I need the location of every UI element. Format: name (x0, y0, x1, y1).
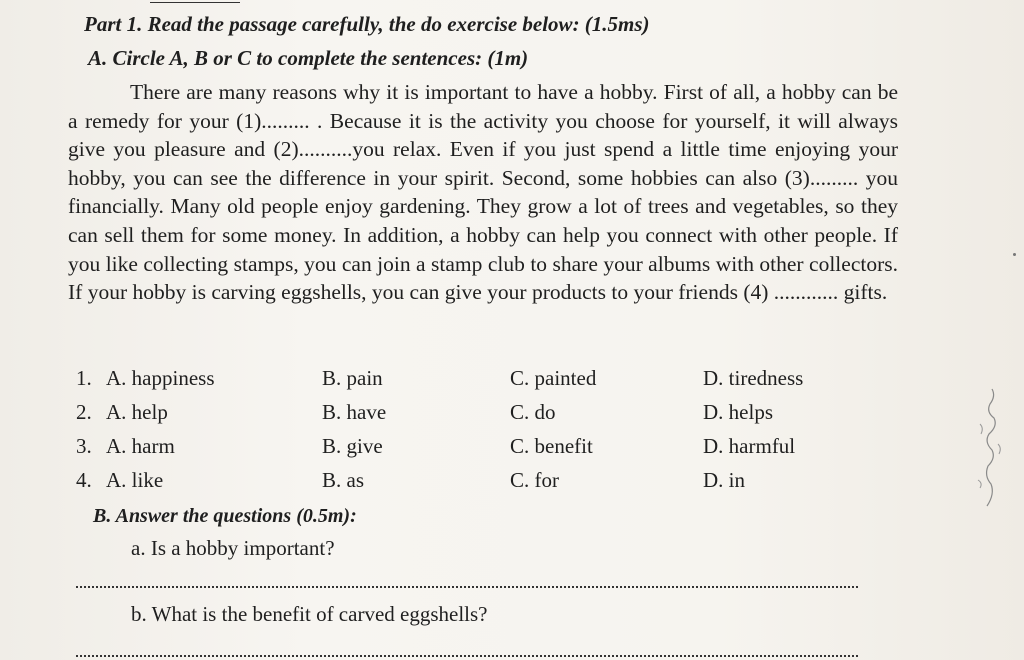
reading-passage: There are many reasons why it is important to have a hobby. First of all, a hobby can be a remedy for your (1)......... . Because it is the activity you choose for yourself, it will always give you pleasure and (2)..........you relax. Even if you just spend a little time enjoying your hobby, you can see the difference in your spirit. Second, some hobbies can also (3)......... you financially. Many old people enjoy gardening. They grow a lot of trees and vegetables, so they can sell them for some money. In addition, a hobby can help you connect with other people. If you like collecting stamps, you can join a stamp club to share your albums with other collectors. If your hobby is carving eggshells, you can give your products to your friends (4) ............ gifts. (68, 80, 898, 305)
handwritten-margin-mark (972, 384, 1008, 514)
option-row (76, 468, 856, 502)
question-number: 4. (76, 468, 92, 492)
option-d: D. in (703, 468, 745, 492)
question-number: 2. (76, 400, 92, 424)
option-b: B. pain (322, 366, 383, 390)
section-a-title: A. Circle A, B or C to complete the sentences: (1m) (88, 46, 529, 70)
option-d: D. helps (703, 400, 773, 424)
option-a: A. help (106, 400, 168, 424)
option-a: A. like (106, 468, 164, 492)
option-b: B. as (322, 468, 364, 492)
option-c: C. painted (510, 366, 597, 390)
option-d: D. tiredness (703, 366, 804, 390)
answer-line-a[interactable] (76, 586, 858, 588)
top-underline (150, 2, 240, 3)
option-b: B. have (322, 400, 387, 424)
question-b: b. What is the benefit of carved eggshells? (131, 602, 488, 626)
option-d: D. harmful (703, 434, 796, 458)
option-c: C. for (510, 468, 559, 492)
option-c: C. do (510, 400, 556, 424)
option-row (76, 366, 856, 400)
question-number: 1. (76, 366, 92, 390)
part-title: Part 1. Read the passage carefully, the do exercise below: (1.5ms) (84, 12, 650, 36)
answer-line-b[interactable] (76, 655, 858, 657)
multiple-choice-options (76, 366, 856, 502)
section-b-title: B. Answer the questions (0.5m): (93, 505, 357, 527)
question-a: a. Is a hobby important? (131, 536, 335, 560)
option-c: C. benefit (510, 434, 593, 458)
option-row (76, 434, 856, 468)
margin-dot (1013, 253, 1016, 256)
option-row (76, 400, 856, 434)
option-b: B. give (322, 434, 383, 458)
question-number: 3. (76, 434, 92, 458)
option-a: A. harm (106, 434, 175, 458)
option-a: A. happiness (106, 366, 215, 390)
